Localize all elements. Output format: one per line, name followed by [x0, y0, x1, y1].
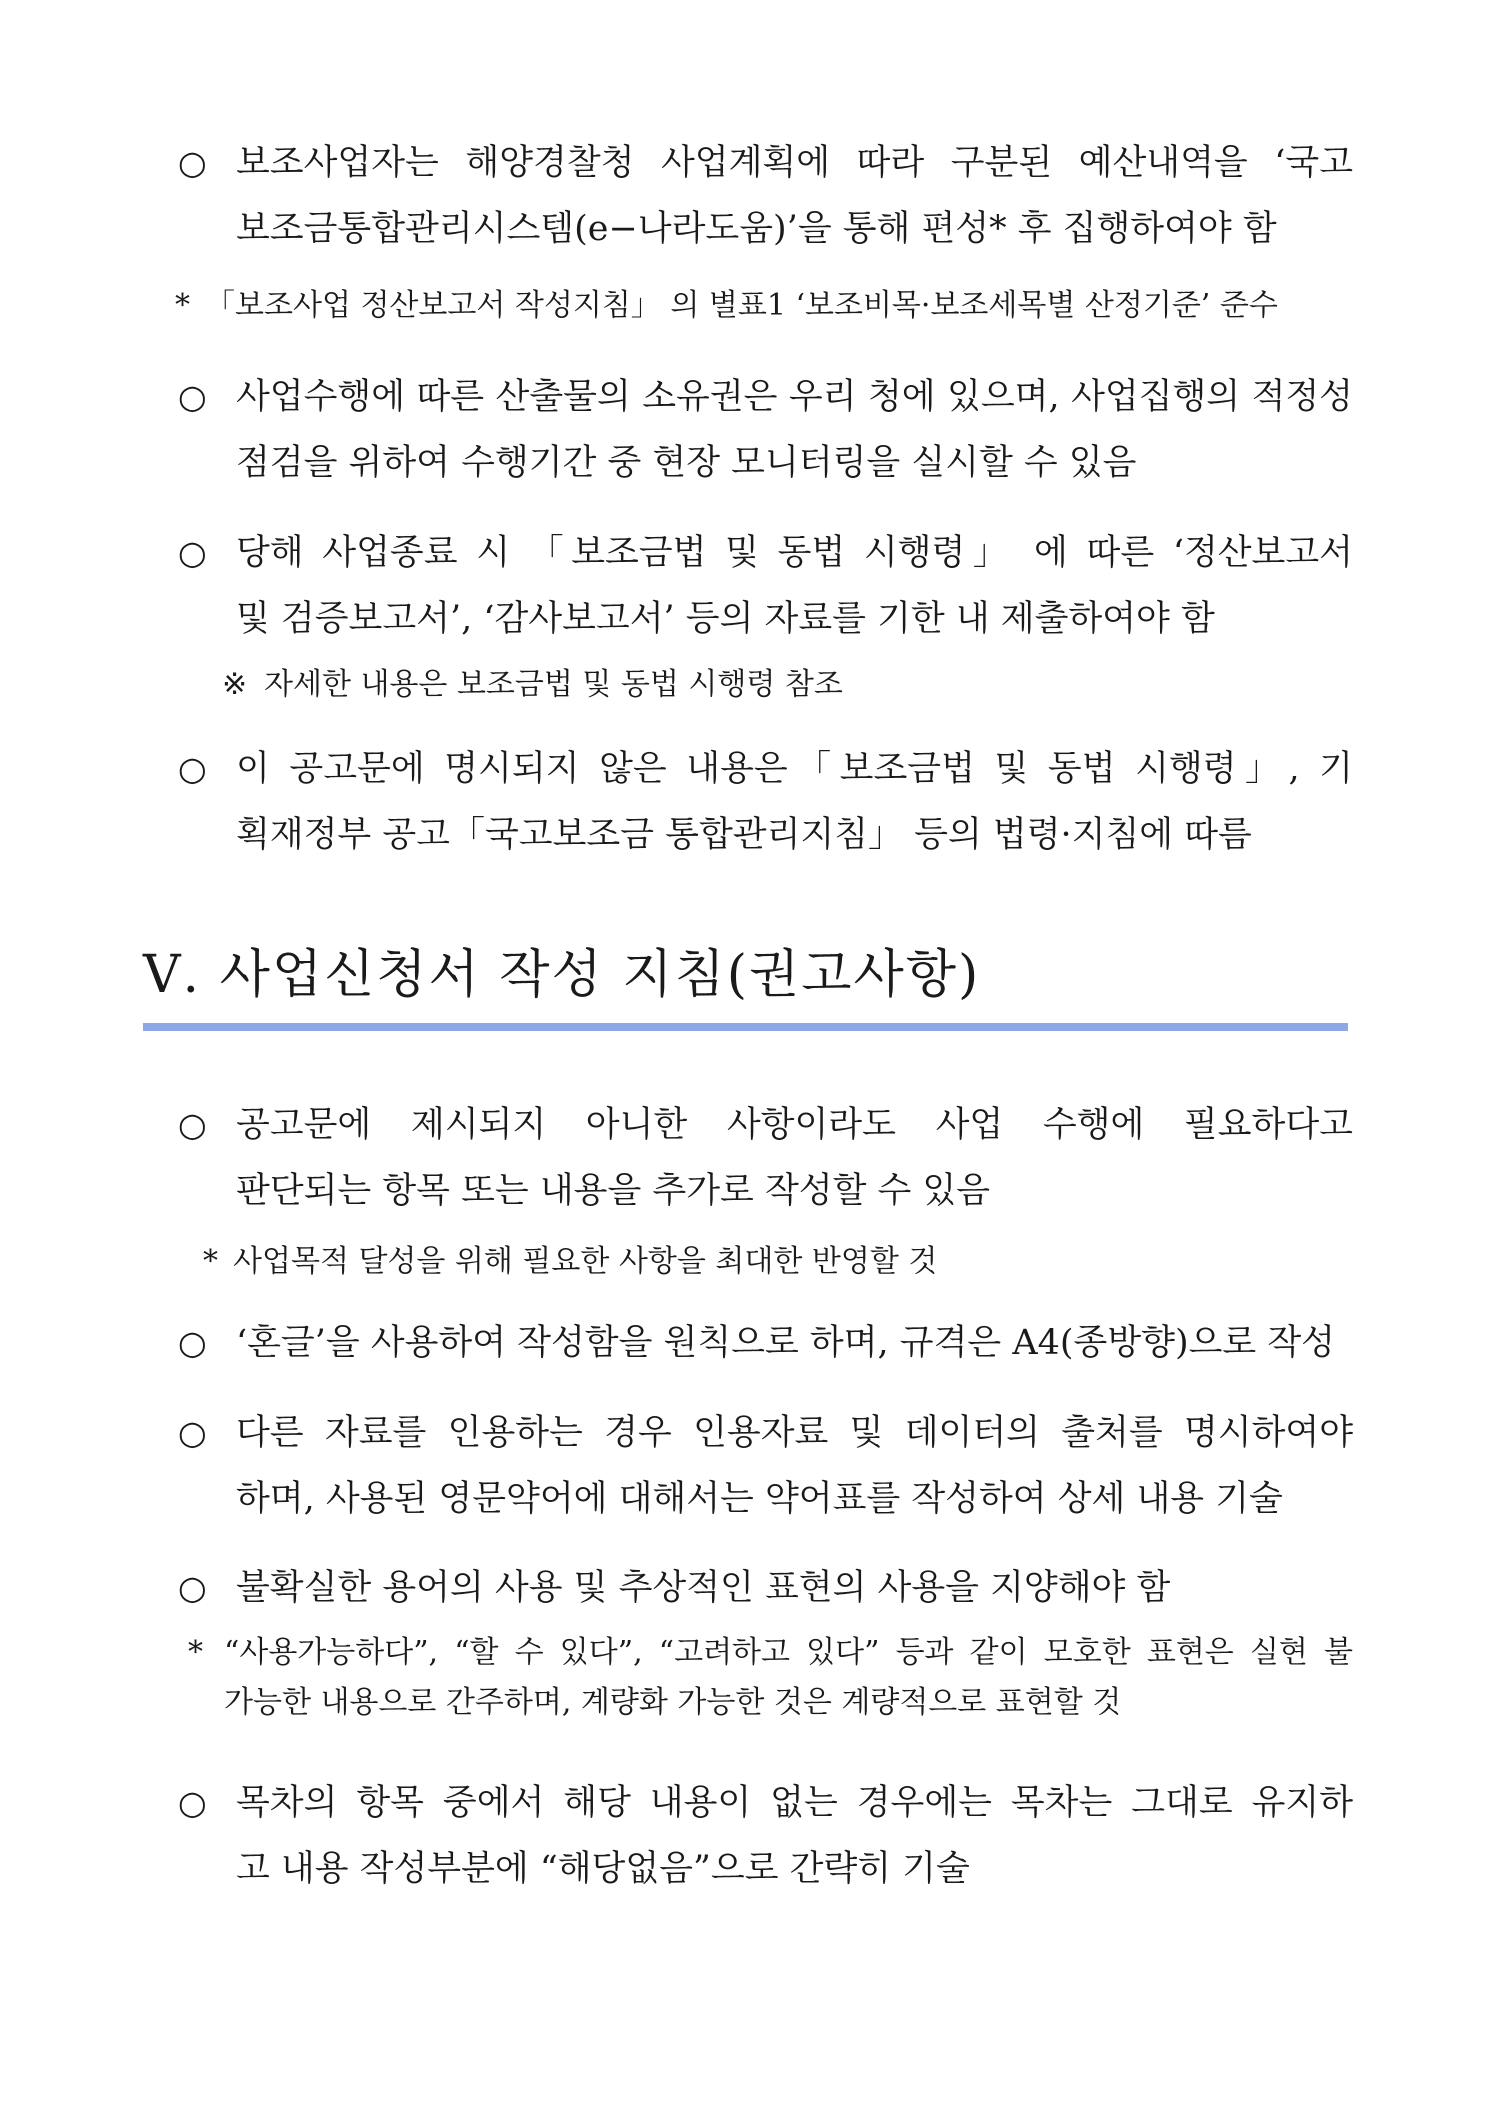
- asterisk-note-mark: *: [188, 1635, 203, 1670]
- note-text: 「보조사업 정산보고서 작성지침」 의 별표1 ‘보조비목·보조세목별 산정기준’ 준수: [205, 288, 1278, 323]
- bullet-text-line: 판단되는 항목 또는 내용을 추가로 작성할 수 있음: [236, 1171, 991, 1211]
- bullet-text-line: 획재정부 공고「국고보조금 통합관리지침」 등의 법령·지침에 따름: [236, 815, 1252, 855]
- circle-bullet: ○: [178, 533, 207, 572]
- note-item-reference: [222, 660, 1397, 710]
- section-divider: [143, 1023, 1348, 1031]
- bullet-item-budget: [178, 130, 1353, 262]
- bullet-text-line: 보조금통합관리시스템(e−나라도움)’을 통해 편성* 후 집행하여야 함: [236, 209, 1277, 249]
- bullet-item-unspecified-content: [178, 736, 1353, 868]
- bullet-text-line: 하며, 사용된 영문약어에 대해서는 약어표를 작성하여 상세 내용 기술: [236, 1479, 1283, 1519]
- bullet-item-additional-content: [178, 1092, 1353, 1224]
- circle-bullet: ○: [178, 143, 207, 182]
- section-heading: Ⅴ. 사업신청서 작성 지침(권고사항): [143, 945, 981, 1005]
- reference-mark: ※: [222, 667, 248, 702]
- bullet-text-line: 및 검증보고서’, ‘감사보고서’ 등의 자료를 기한 내 제출하여야 함: [236, 599, 1215, 639]
- bullet-text-line: 이 공고문에 명시되지 않은 내용은「보조금법 및 동법 시행령」, 기: [236, 749, 1353, 789]
- note-text: 사업목적 달성을 위해 필요한 사항을 최대한 반영할 것: [233, 1244, 938, 1279]
- bullet-text-line: 불확실한 용어의 사용 및 추상적인 표현의 사용을 지양해야 함: [236, 1568, 1171, 1608]
- circle-bullet: ○: [178, 1105, 207, 1144]
- note-item-business-purpose: [203, 1237, 1378, 1287]
- bullet-text-line: 당해 사업종료 시 「보조금법 및 동법 시행령」 에 따른 ‘정산보고서: [236, 533, 1353, 573]
- circle-bullet: ○: [178, 1323, 207, 1362]
- bullet-text-line: 점검을 위하여 수행기간 중 현장 모니터링을 실시할 수 있음: [236, 443, 1137, 483]
- bullet-text-line: 다른 자료를 인용하는 경우 인용자료 및 데이터의 출처를 명시하여야: [236, 1413, 1353, 1453]
- note-item-ambiguous-expressions: [188, 1628, 1353, 1728]
- circle-bullet: ○: [178, 1568, 207, 1607]
- circle-bullet: ○: [178, 377, 207, 416]
- bullet-item-ownership: [178, 364, 1353, 496]
- bullet-text-line: 고 내용 작성부분에 “해당없음”으로 간략히 기술: [236, 1849, 970, 1889]
- bullet-item-format: [178, 1310, 1353, 1376]
- bullet-text-line: 사업수행에 따른 산출물의 소유권은 우리 청에 있으며, 사업집행의 적정성: [236, 377, 1353, 417]
- bullet-item-citation: [178, 1400, 1353, 1532]
- bullet-text-line: 보조사업자는 해양경찰청 사업계획에 따라 구분된 예산내역을 ‘국고: [236, 143, 1353, 183]
- bullet-item-vague-terms: [178, 1555, 1353, 1621]
- asterisk-note-mark: *: [203, 1244, 218, 1279]
- bullet-item-table-of-contents: [178, 1770, 1353, 1902]
- bullet-text-line: 공고문에 제시되지 아니한 사항이라도 사업 수행에 필요하다고: [236, 1105, 1353, 1145]
- note-item-settlement-guideline: [175, 281, 1350, 331]
- circle-bullet: ○: [178, 1783, 207, 1822]
- circle-bullet: ○: [178, 1413, 207, 1452]
- note-text-line: “사용가능하다”, “할 수 있다”, “고려하고 있다” 등과 같이 모호한 표현은 실현 불: [224, 1635, 1353, 1670]
- bullet-text-line: ‘혼글’을 사용하여 작성함을 원칙으로 하며, 규격은 A4(종방향)으로 작성: [236, 1323, 1335, 1363]
- bullet-item-report-submission: [178, 520, 1353, 652]
- note-text-line: 가능한 내용으로 간주하며, 계량화 가능한 것은 계량적으로 표현할 것: [224, 1685, 1122, 1720]
- asterisk-note-mark: *: [175, 288, 190, 323]
- circle-bullet: ○: [178, 749, 207, 788]
- bullet-text-line: 목차의 항목 중에서 해당 내용이 없는 경우에는 목차는 그대로 유지하: [236, 1783, 1353, 1823]
- note-text: 자세한 내용은 보조금법 및 동법 시행령 참조: [264, 667, 843, 702]
